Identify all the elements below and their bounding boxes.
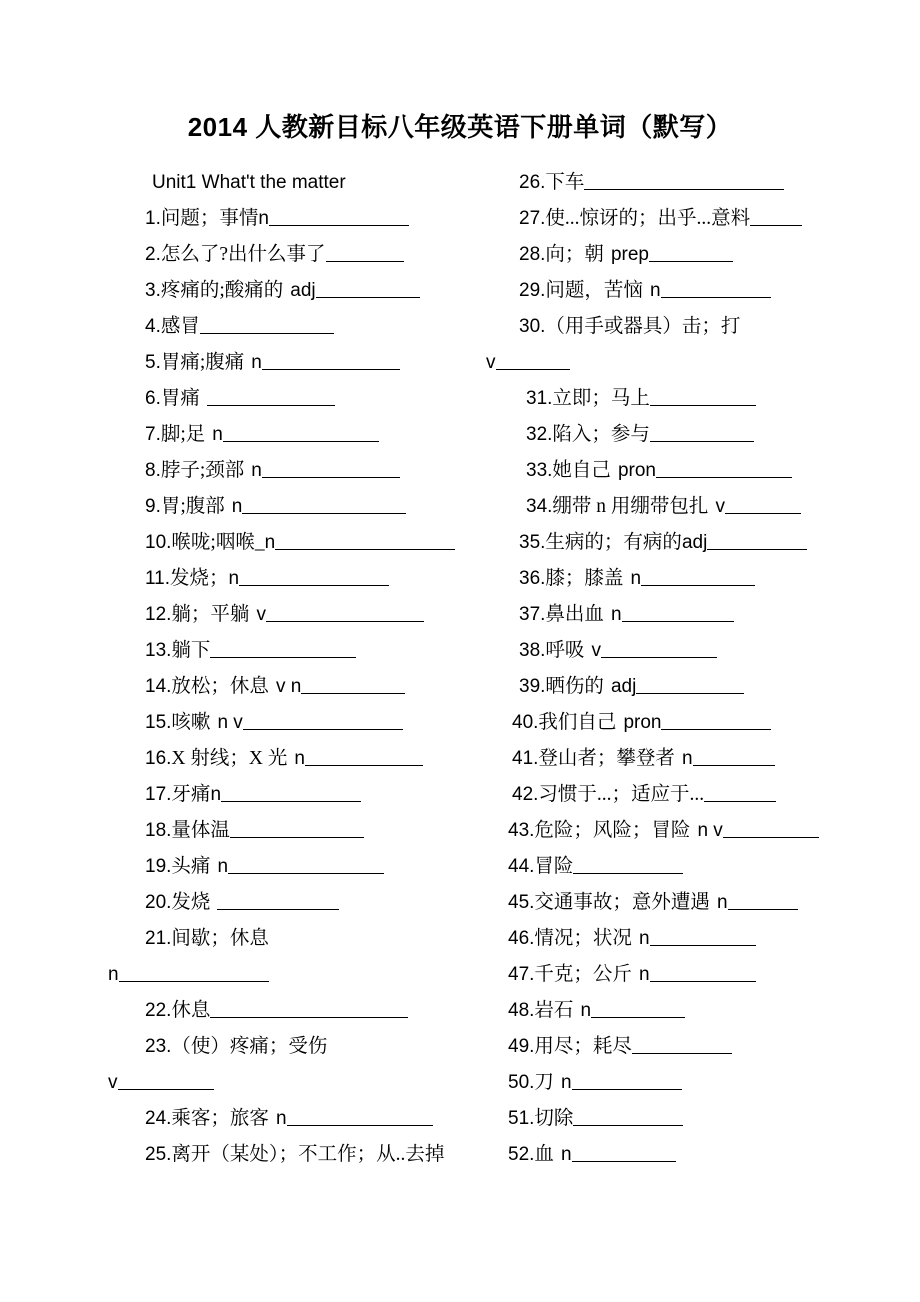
entry-number: 41.: [512, 748, 539, 770]
answer-blank[interactable]: [242, 498, 406, 514]
entry-term: 晒伤的: [545, 676, 604, 698]
entry-number: 30.: [519, 316, 546, 338]
vocab-entry: [482, 849, 862, 885]
entry-term: 间歇；休息: [171, 928, 269, 950]
answer-blank[interactable]: [262, 462, 400, 478]
entry-number: 24.: [145, 1108, 172, 1130]
entry-term: 感冒: [160, 316, 200, 338]
answer-blank[interactable]: [326, 246, 404, 262]
answer-blank[interactable]: [723, 822, 819, 838]
entry-number: 14.: [145, 676, 172, 698]
entry-part-of-speech: v n: [275, 676, 302, 698]
entry-term: 放松；休息: [171, 676, 269, 698]
entry-term: 我们自己: [538, 712, 617, 734]
vocab-entry: [108, 957, 480, 993]
entry-term: 刀: [534, 1072, 554, 1094]
vocab-entry: [482, 273, 862, 309]
entry-part-of-speech: n: [630, 568, 642, 590]
entry-term: 呼吸: [545, 640, 585, 662]
vocab-entry: [482, 885, 862, 921]
entry-number: 47.: [508, 964, 535, 986]
answer-blank[interactable]: [223, 426, 379, 442]
vocab-entry: [108, 741, 480, 777]
vocab-entry: [108, 381, 480, 417]
vocab-entry: [482, 165, 862, 201]
vocab-entry: [482, 1137, 862, 1173]
entry-part-of-speech: pron: [623, 712, 662, 734]
entry-term: 习惯于...；适应于...: [538, 784, 705, 806]
answer-blank[interactable]: [572, 1146, 676, 1162]
entry-number: 28.: [519, 244, 546, 266]
page-title: 2014 人教新目标八年级英语下册单词（默写）: [187, 112, 733, 142]
entry-number: 9.: [145, 496, 161, 518]
entry-term: 头痛: [171, 856, 211, 878]
entry-part-of-speech: prep: [610, 244, 649, 266]
entry-part-of-speech: adj: [610, 676, 637, 698]
vocab-entry: [108, 309, 480, 345]
entry-term: 发烧；: [170, 568, 229, 590]
vocab-entry: [108, 597, 480, 633]
entry-number: 8.: [145, 460, 161, 482]
answer-blank[interactable]: [305, 750, 423, 766]
vocab-entry: [108, 453, 480, 489]
entry-number: 34.: [526, 496, 553, 518]
entry-term: 胃痛;腹痛: [160, 352, 245, 374]
entry-term: 岩石: [534, 1000, 574, 1022]
answer-blank[interactable]: [650, 930, 756, 946]
answer-blank[interactable]: [573, 858, 683, 874]
answer-blank[interactable]: [704, 786, 776, 802]
vocab-entry: [108, 1137, 480, 1173]
answer-blank[interactable]: [496, 354, 570, 370]
vocab-entry: [108, 849, 480, 885]
entry-number: 3.: [145, 280, 161, 302]
vocab-entry: [482, 525, 862, 561]
entry-part-of-speech: n: [716, 892, 728, 914]
answer-blank[interactable]: [650, 966, 756, 982]
entry-number: 50.: [508, 1072, 535, 1094]
answer-blank[interactable]: [210, 642, 356, 658]
entry-part-of-speech: adj: [290, 280, 316, 302]
vocab-entry: [108, 1101, 480, 1137]
vocab-entry: [108, 921, 480, 957]
vocab-entry: [108, 561, 480, 597]
entry-number: 52.: [508, 1144, 535, 1166]
entry-number: 48.: [508, 1000, 535, 1022]
entry-number: 49.: [508, 1036, 535, 1058]
entry-number: 21.: [145, 928, 172, 950]
entry-number: 38.: [519, 640, 546, 662]
entry-number: 11.: [145, 568, 171, 590]
answer-blank[interactable]: [275, 534, 455, 550]
entry-term: 脚;足: [160, 424, 206, 446]
entry-term: 胃;腹部: [160, 496, 225, 518]
vocab-entry: [108, 417, 480, 453]
entry-number: 1.: [145, 208, 161, 230]
entry-part-of-speech: v: [108, 1072, 118, 1094]
answer-blank[interactable]: [573, 1110, 683, 1126]
entry-number: 6.: [145, 388, 161, 410]
answer-blank[interactable]: [572, 1074, 682, 1090]
vocab-entry: [108, 885, 480, 921]
answer-blank[interactable]: [269, 210, 409, 226]
entry-term: 躺下: [171, 640, 211, 662]
entry-term: 怎么了?出什么事了: [160, 244, 326, 266]
answer-blank[interactable]: [119, 966, 269, 982]
entry-part-of-speech: v: [715, 496, 725, 518]
entry-number: 46.: [508, 928, 535, 950]
entry-term: 问题，苦恼: [545, 280, 643, 302]
entry-term: 休息: [171, 1000, 211, 1022]
answer-blank[interactable]: [316, 282, 420, 298]
entry-term: 交通事故；意外遭遇: [534, 892, 710, 914]
entry-number: 33.: [526, 460, 553, 482]
vocab-entry: [482, 237, 862, 273]
vocab-entry: [108, 489, 480, 525]
entry-term: 喉咙;咽喉_: [171, 532, 265, 554]
entry-part-of-speech: n: [217, 856, 229, 878]
entry-part-of-speech: n: [210, 784, 222, 806]
entry-number: 35.: [519, 532, 546, 554]
answer-blank[interactable]: [243, 714, 403, 730]
entry-part-of-speech: n: [231, 496, 243, 518]
vocab-entry: [108, 813, 480, 849]
entry-number: 22.: [145, 1000, 172, 1022]
vocab-entry: [482, 201, 862, 237]
answer-blank[interactable]: [632, 1038, 732, 1054]
answer-blank[interactable]: [118, 1074, 214, 1090]
entry-part-of-speech: n: [638, 928, 650, 950]
entry-part-of-speech: n: [580, 1000, 592, 1022]
entry-number: 5.: [145, 352, 161, 374]
answer-blank[interactable]: [750, 210, 802, 226]
vocab-entry: [482, 597, 862, 633]
answer-blank[interactable]: [622, 606, 734, 622]
answer-blank[interactable]: [650, 390, 756, 406]
entry-number: 39.: [519, 676, 546, 698]
entry-number: 2.: [145, 244, 161, 266]
answer-blank[interactable]: [210, 1002, 408, 1018]
entry-number: 45.: [508, 892, 535, 914]
entry-term: 生病的；有病的: [545, 532, 682, 554]
answer-blank[interactable]: [217, 894, 339, 910]
entry-number: 26.: [519, 172, 546, 194]
vocab-entry: [482, 1029, 862, 1065]
vocab-entry: [482, 813, 862, 849]
entry-number: 4.: [145, 316, 161, 338]
answer-blank[interactable]: [207, 390, 335, 406]
entry-term: 脖子;颈部: [160, 460, 245, 482]
entry-term: 咳嗽: [171, 712, 211, 734]
answer-blank[interactable]: [601, 642, 717, 658]
vocab-entry: [108, 777, 480, 813]
answer-blank[interactable]: [228, 858, 384, 874]
entry-part-of-speech: adj: [681, 532, 708, 554]
entry-term: （使）疼痛；受伤: [171, 1036, 328, 1058]
answer-blank[interactable]: [661, 282, 771, 298]
entry-number: 37.: [519, 604, 546, 626]
entry-term: 牙痛: [171, 784, 211, 806]
answer-blank[interactable]: [584, 174, 784, 190]
entry-term: 向；朝: [545, 244, 604, 266]
entry-number: 42.: [512, 784, 539, 806]
entry-number: 43.: [508, 820, 535, 842]
entry-number: 16.: [145, 748, 172, 770]
entry-part-of-speech: n: [251, 352, 262, 374]
entry-term: 量体温: [171, 820, 230, 842]
entry-term: 鼻出血: [545, 604, 604, 626]
entry-number: 17.: [145, 784, 172, 806]
vocab-entry: [482, 381, 862, 417]
vocab-entry: [482, 453, 862, 489]
entry-number: 20.: [145, 892, 172, 914]
entry-term: 胃痛: [160, 388, 200, 410]
entry-term: （用手或器具）击；打: [545, 316, 741, 338]
vocab-entry: [108, 993, 480, 1029]
answer-blank[interactable]: [262, 354, 400, 370]
answer-blank[interactable]: [200, 318, 334, 334]
entry-part-of-speech: n: [212, 424, 223, 446]
entry-term: 登山者；攀登者: [538, 748, 675, 770]
answer-blank[interactable]: [725, 498, 801, 514]
vocab-entry: [482, 741, 862, 777]
entry-term: 用尽；耗尽: [534, 1036, 632, 1058]
entry-number: 12.: [145, 604, 172, 626]
entry-part-of-speech: n: [251, 460, 262, 482]
entry-number: 51.: [508, 1108, 535, 1130]
entry-number: 29.: [519, 280, 546, 302]
answer-blank[interactable]: [656, 462, 792, 478]
entry-part-of-speech: n v: [697, 820, 723, 842]
answer-blank[interactable]: [641, 570, 755, 586]
answer-blank[interactable]: [649, 246, 733, 262]
right-column: [482, 165, 862, 1173]
vocab-entry: [482, 957, 862, 993]
vocab-entry: [482, 561, 862, 597]
vocab-entry: [108, 633, 480, 669]
vocab-entry: [108, 273, 480, 309]
vocab-entry: [482, 705, 862, 741]
vocab-entry: [482, 993, 862, 1029]
vocab-entry: [482, 669, 862, 705]
vocab-entry: [482, 921, 862, 957]
answer-blank[interactable]: [707, 534, 807, 550]
vocab-entry: [482, 309, 862, 345]
answer-blank[interactable]: [693, 750, 775, 766]
entry-part-of-speech: n: [560, 1072, 572, 1094]
entry-term: 情况；状况: [534, 928, 632, 950]
word-list-columns: [0, 165, 920, 1265]
answer-blank[interactable]: [221, 786, 361, 802]
answer-blank[interactable]: [301, 678, 405, 694]
entry-term: 离开（某处）；不工作；从..去掉: [171, 1144, 445, 1166]
vocab-entry: [108, 201, 480, 237]
entry-part-of-speech: pron: [617, 460, 656, 482]
entry-number: 40.: [512, 712, 539, 734]
vocab-entry: [482, 777, 862, 813]
vocab-entry: [108, 525, 480, 561]
entry-part-of-speech: n: [649, 280, 661, 302]
entry-term: 她自己: [552, 460, 611, 482]
vocab-entry: [482, 1101, 862, 1137]
entry-term: 立即；马上: [552, 388, 650, 410]
answer-blank[interactable]: [239, 570, 389, 586]
entry-term: 乘客；旅客: [171, 1108, 269, 1130]
entry-term: 膝；膝盖: [545, 568, 624, 590]
entry-number: 15.: [145, 712, 172, 734]
entry-part-of-speech: n: [681, 748, 693, 770]
entry-number: 31.: [526, 388, 553, 410]
entry-term: 血: [534, 1144, 554, 1166]
entry-term: 危险；风险；冒险: [534, 820, 691, 842]
entry-part-of-speech: n: [638, 964, 650, 986]
vocab-entry: [108, 1065, 480, 1101]
vocab-entry: [108, 669, 480, 705]
entry-term: X 射线；X 光: [171, 748, 288, 770]
entry-number: 10.: [145, 532, 172, 554]
entry-part-of-speech: v: [591, 640, 601, 662]
entry-part-of-speech: n: [108, 964, 119, 986]
entry-part-of-speech: n: [264, 532, 276, 554]
entry-number: 44.: [508, 856, 535, 878]
vocab-entry: [482, 633, 862, 669]
entry-term: 疼痛的;酸痛的: [160, 280, 284, 302]
entry-number: 27.: [519, 208, 546, 230]
entry-part-of-speech: n: [228, 568, 240, 590]
left-column-rows: [108, 201, 480, 1173]
entry-number: 25.: [145, 1144, 172, 1166]
entry-term: 千克；公斤: [534, 964, 632, 986]
entry-term: 切除: [534, 1108, 574, 1130]
entry-number: 36.: [519, 568, 546, 590]
vocab-entry: [482, 345, 862, 381]
entry-number: 18.: [145, 820, 172, 842]
entry-term: 陷入；参与: [552, 424, 650, 446]
entry-part-of-speech: v: [256, 604, 266, 626]
answer-blank[interactable]: [728, 894, 798, 910]
vocab-entry: [108, 1029, 480, 1065]
answer-blank[interactable]: [650, 426, 754, 442]
vocab-entry: [108, 705, 480, 741]
answer-blank[interactable]: [636, 678, 744, 694]
entry-number: 13.: [145, 640, 172, 662]
left-column: [108, 165, 480, 1173]
entry-term: 使...惊讶的；出乎...意料: [545, 208, 751, 230]
entry-term: 下车: [545, 172, 585, 194]
answer-blank[interactable]: [230, 822, 364, 838]
vocab-entry: [482, 1065, 862, 1101]
entry-part-of-speech: n: [610, 604, 622, 626]
entry-term: 绷带 n 用绷带包扎: [552, 496, 709, 518]
entry-term: 冒险: [534, 856, 574, 878]
entry-part-of-speech: n: [560, 1144, 572, 1166]
answer-blank[interactable]: [287, 1110, 433, 1126]
entry-part-of-speech: n: [275, 1108, 287, 1130]
entry-part-of-speech: v: [486, 352, 496, 374]
vocab-entry: [482, 417, 862, 453]
unit-heading: Unit1 What't the matter: [152, 172, 346, 194]
entry-part-of-speech: n: [294, 748, 305, 770]
answer-blank[interactable]: [266, 606, 424, 622]
entry-number: 19.: [145, 856, 172, 878]
entry-number: 23.: [145, 1036, 172, 1058]
entry-part-of-speech: n v: [217, 712, 243, 734]
vocab-entry: [108, 345, 480, 381]
right-column-rows: [482, 165, 862, 1173]
entry-term: 问题；事情: [160, 208, 259, 230]
entry-term: 发烧: [171, 892, 211, 914]
entry-part-of-speech: n: [258, 208, 269, 230]
entry-term: 躺；平躺: [171, 604, 250, 626]
vocab-entry: [482, 489, 862, 525]
entry-number: 32.: [526, 424, 553, 446]
answer-blank[interactable]: [661, 714, 771, 730]
entry-number: 7.: [145, 424, 161, 446]
answer-blank[interactable]: [591, 1002, 685, 1018]
vocab-entry: [108, 237, 480, 273]
